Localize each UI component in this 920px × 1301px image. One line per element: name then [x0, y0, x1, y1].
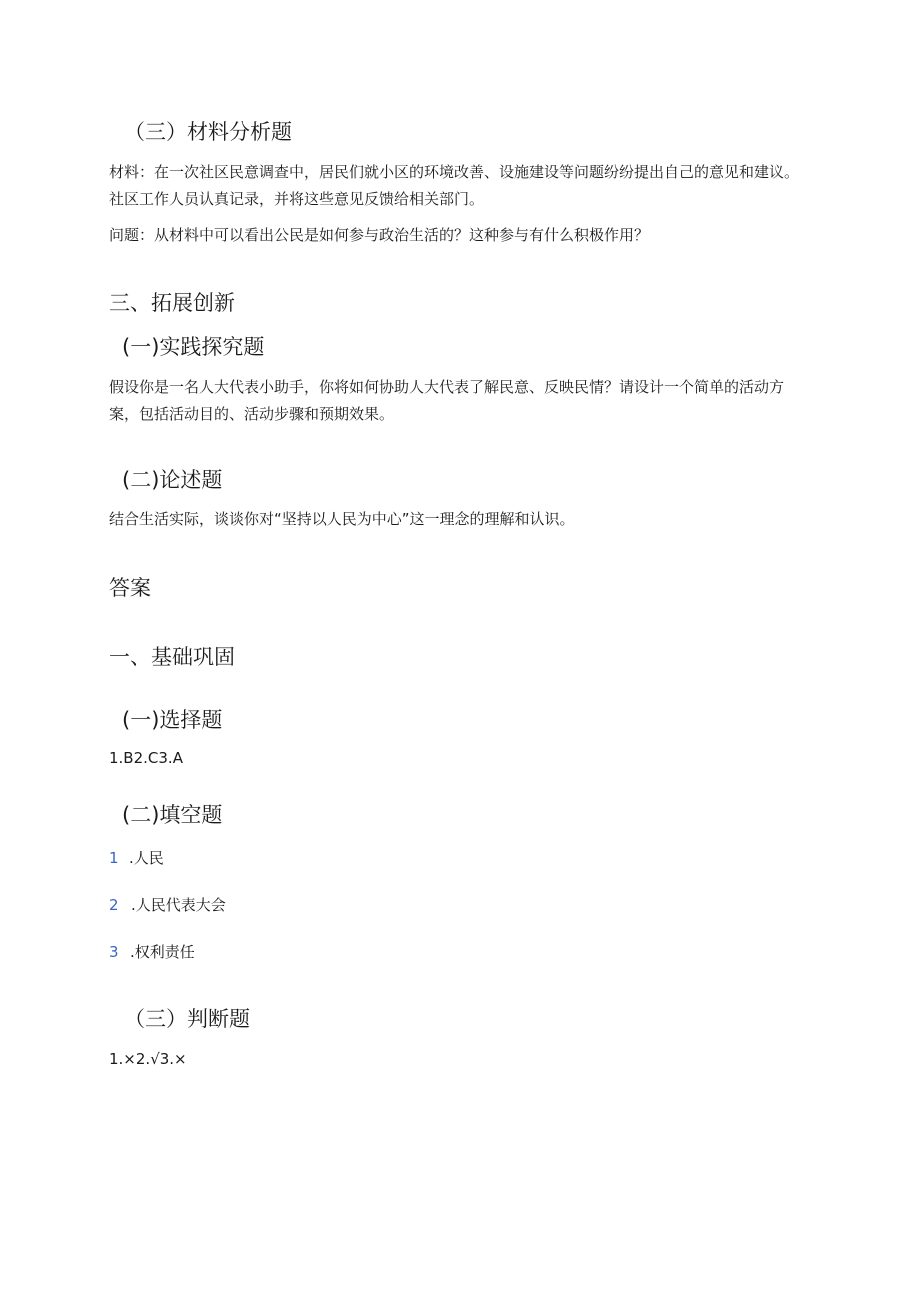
choice-heading: (一)选择题 — [122, 708, 223, 732]
section-heading-material-analysis: （三）材料分析题 — [124, 120, 292, 144]
practice-heading: (一)实践探究题 — [122, 335, 265, 359]
answer-part1-heading: 一、基础巩固 — [109, 645, 235, 669]
fill-item-number: 1 — [109, 849, 119, 867]
fill-item — [109, 892, 226, 919]
fill-item-number: 2 — [109, 896, 119, 914]
material-text: 材料：在一次社区民意调查中，居民们就小区的环境改善、设施建设等问题纷纷提出自己的意见和建议。社区工作人员认真记录，并将这些意见反馈给相关部门。 — [109, 163, 800, 208]
fill-item — [109, 939, 195, 966]
fill-item — [109, 845, 164, 872]
fill-item-text: .人民 — [129, 849, 164, 867]
practice-text: 假设你是一名人大代表小助手，你将如何协助人大代表了解民意、反映民情？请设计一个简单的活动方案，包括活动目的、活动步骤和预期效果。 — [109, 378, 785, 423]
fill-heading: (二)填空题 — [122, 803, 223, 827]
fill-item-text: .权利责任 — [130, 943, 195, 961]
material-question: 问题：从材料中可以看出公民是如何参与政治生活的？这种参与有什么积极作用？ — [109, 226, 650, 244]
judge-answers: 1.×2.√3.× — [109, 1050, 187, 1068]
fill-item-text: .人民代表大会 — [131, 896, 226, 914]
answer-heading: 答案 — [109, 576, 151, 600]
part3-heading: 三、拓展创新 — [109, 291, 235, 315]
essay-heading: (二)论述题 — [122, 468, 223, 492]
judge-heading: （三）判断题 — [124, 1007, 250, 1031]
fill-item-number: 3 — [109, 943, 119, 961]
essay-text: 结合生活实际，谈谈你对“坚持以人民为中心”这一理念的理解和认识。 — [109, 510, 575, 528]
choice-answers: 1.B2.C3.A — [109, 749, 183, 767]
